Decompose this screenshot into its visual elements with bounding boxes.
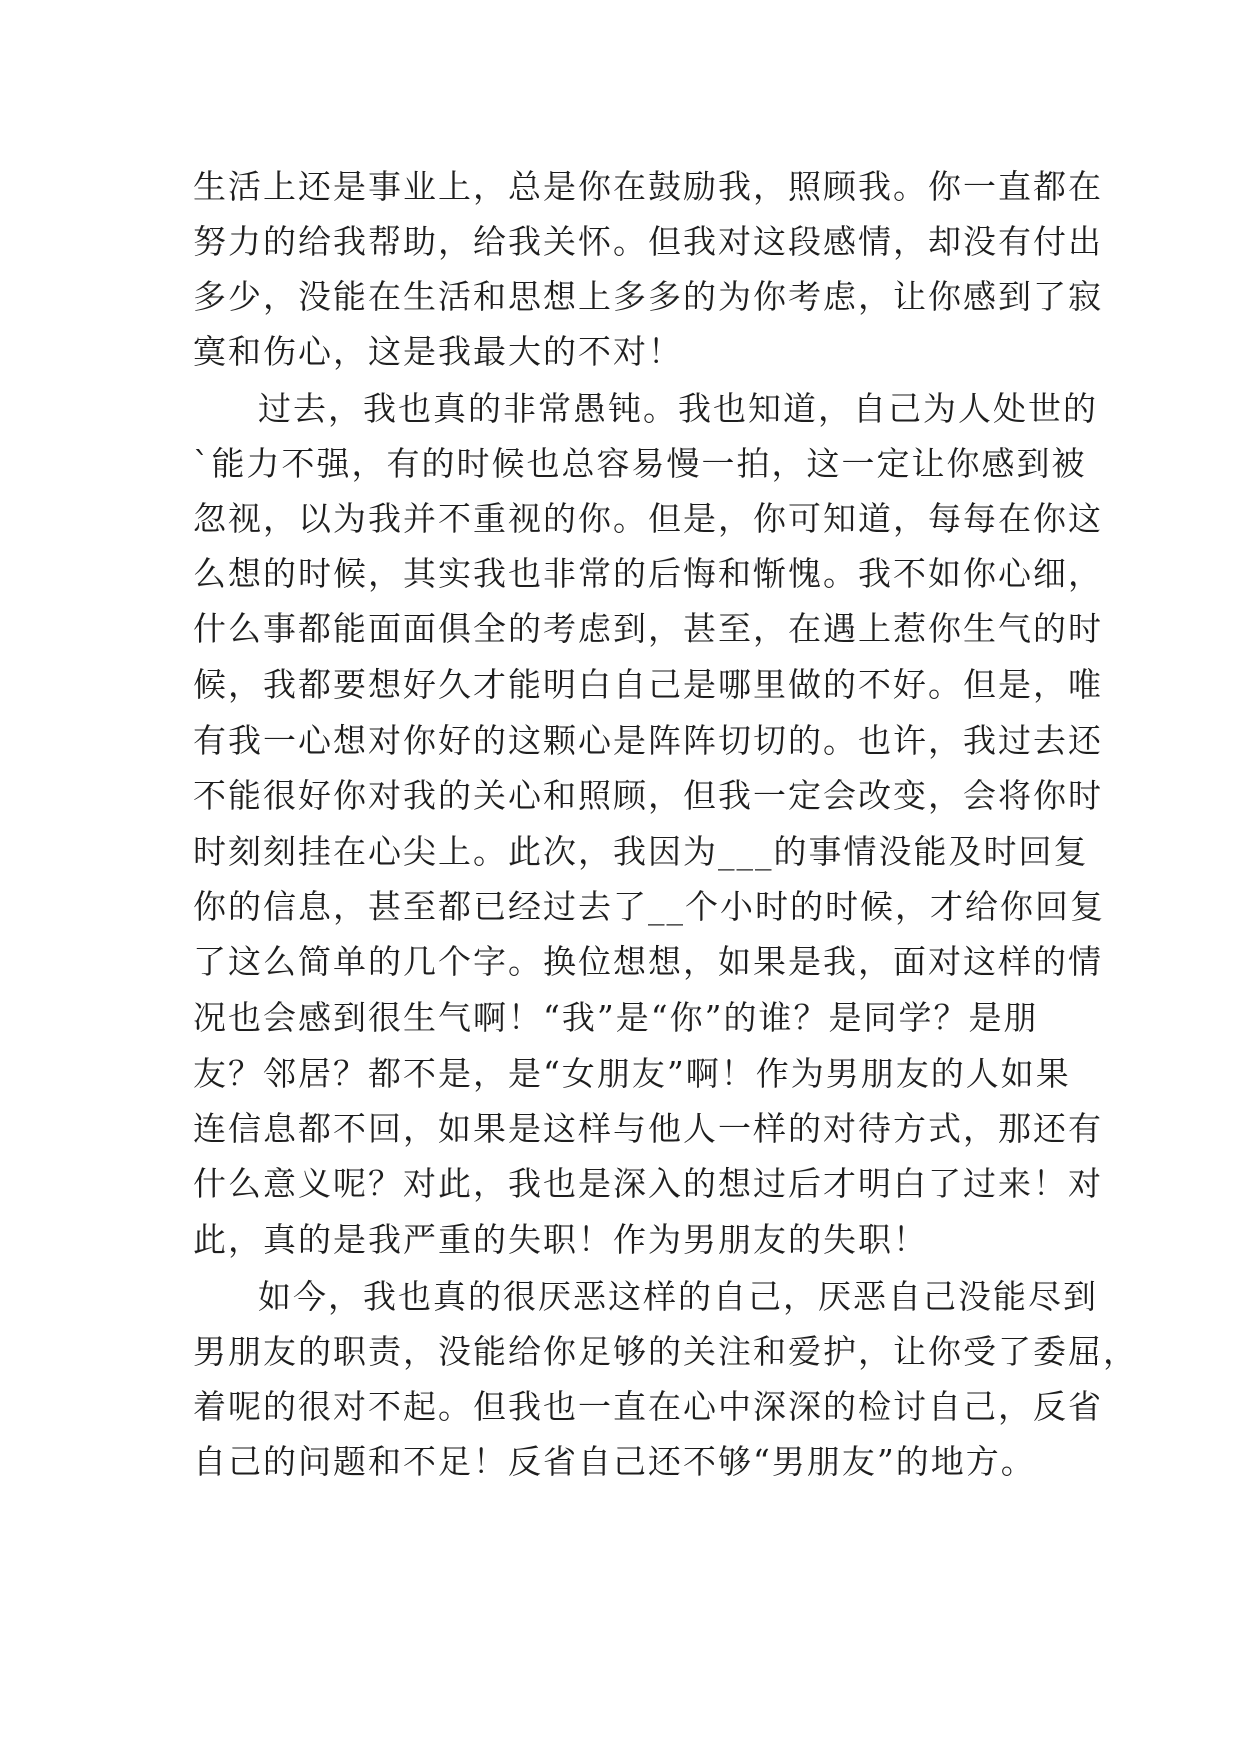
text-line: 不能很好你对我的关心和照顾，但我一定会改变，会将你时	[193, 776, 1103, 815]
text-line: 连信息都不回，如果是这样与他人一样的对待方式，那还有	[193, 1109, 1103, 1148]
text-line: 多少，没能在生活和思想上多多的为你考虑，让你感到了寂	[193, 277, 1103, 316]
text-line: 生活上还是事业上，总是你在鼓励我，照顾我。你一直都在	[193, 167, 1103, 206]
text-line: 过去，我也真的非常愚钝。我也知道，自己为人处世的	[258, 389, 1098, 428]
text-line: 此，真的是我严重的失职！作为男朋友的失职！	[193, 1220, 928, 1259]
text-line: 候，我都要想好久才能明白自己是哪里做的不好。但是，唯	[193, 665, 1103, 704]
text-line: 忽视，以为我并不重视的你。但是，你可知道，每每在你这	[193, 499, 1103, 538]
text-line: 况也会感到很生气啊！“我”是“你”的谁？是同学？是朋	[193, 998, 1039, 1037]
text-line: 努力的给我帮助，给我关怀。但我对这段感情，却没有付出	[193, 222, 1103, 261]
text-line: 你的信息，甚至都已经过去了__个小时的时候，才给你回复	[193, 887, 1105, 926]
text-line: 什么意义呢？对此，我也是深入的想过后才明白了过来！对	[193, 1164, 1103, 1203]
text-line: 有我一心想对你好的这颗心是阵阵切切的。也许，我过去还	[193, 721, 1103, 760]
text-line: 什么事都能面面俱全的考虑到，甚至，在遇上惹你生气的时	[193, 609, 1103, 648]
text-line: 友？邻居？都不是，是“女朋友”啊！作为男朋友的人如果	[193, 1054, 1071, 1093]
text-line: 时刻刻挂在心尖上。此次，我因为___的事情没能及时回复	[193, 832, 1089, 871]
text-line: 自己的问题和不足！反省自己还不够“男朋友”的地方。	[193, 1442, 1036, 1481]
text-line: 如今，我也真的很厌恶这样的自己，厌恶自己没能尽到	[258, 1277, 1098, 1316]
text-line: 着呢的很对不起。但我也一直在心中深深的检讨自己，反省	[193, 1387, 1103, 1426]
text-line: 么想的时候，其实我也非常的后悔和惭愧。我不如你心细，	[193, 554, 1103, 593]
text-line: `能力不强，有的时候也总容易慢一拍，这一定让你感到被	[193, 444, 1087, 483]
text-line: 男朋友的职责，没能给你足够的关注和爱护，让你受了委屈，	[193, 1332, 1138, 1371]
text-line: 寞和伤心，这是我最大的不对！	[193, 332, 683, 371]
text-line: 了这么简单的几个字。换位想想，如果是我，面对这样的情	[193, 942, 1103, 981]
